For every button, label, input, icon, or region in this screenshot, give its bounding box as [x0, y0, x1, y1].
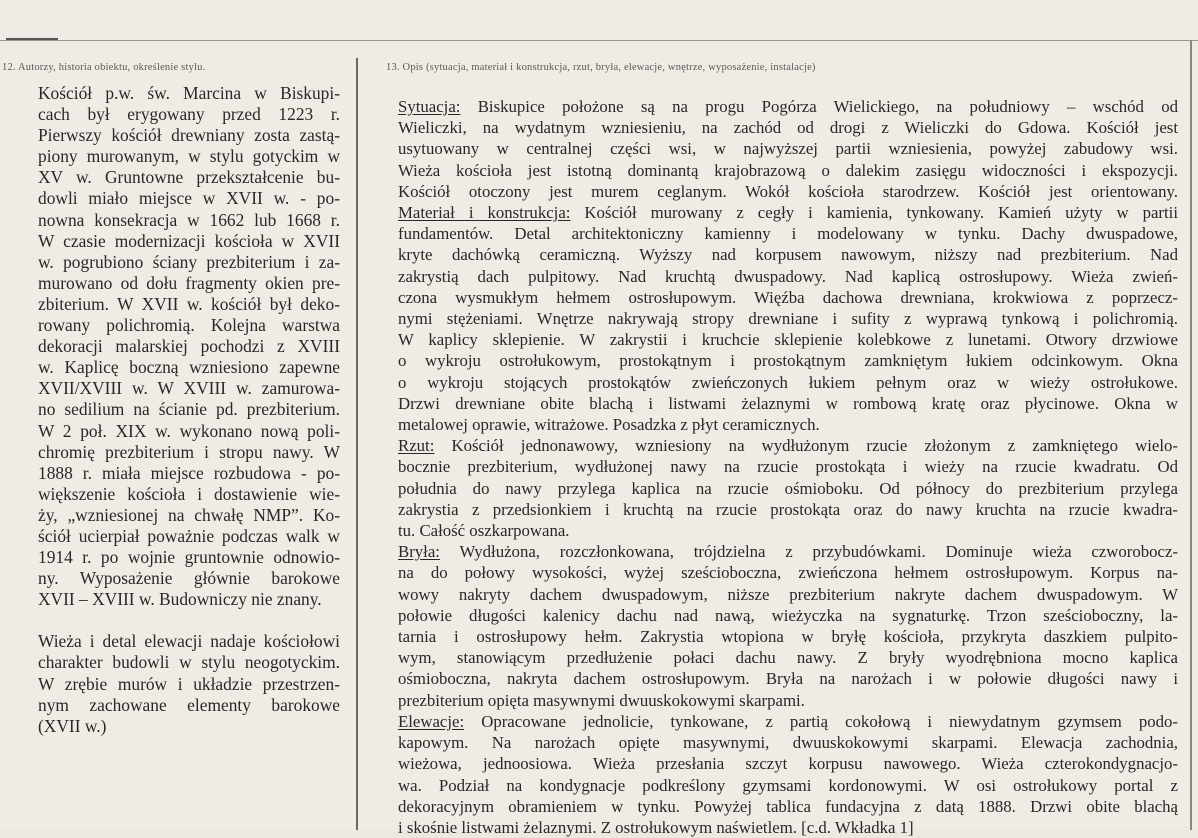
text-line: 1914 r. po wojnie gruntownie odnowio- [38, 547, 340, 568]
line-text: dekoracyjnym obramieniem w tynku. Powyżej tablica fundacyjna z datą 1888. Drzwi obite blachą [398, 796, 1178, 816]
line-text: fundamentów. Detal architektoniczny kamienny i modelowany w tynku. Dachy dwuspadowe, [398, 224, 1178, 244]
field-header-12: 12. Autorzy, historia obiektu, określenie stylu. [2, 62, 206, 73]
text-line: W 2 poł. XIX w. wykonano nową poli- [38, 420, 340, 441]
text-line: Kościół p.w. św. Marcina w Biskupi- [38, 83, 340, 103]
text-line [398, 796, 1178, 817]
section-line [398, 202, 1178, 223]
text-line: rowany polichromią. Kolejna warstwa [38, 315, 340, 336]
text-line [398, 647, 1178, 668]
column-divider [356, 58, 358, 830]
line-text: ośmioboczna, nakryta dachem ostrosłupowym. Bryła na narożach i w połowie długości nawy i [398, 669, 1178, 689]
description-column [398, 96, 1178, 838]
line-text: wowy nakryty dachem dwuspadowym, niższe prezbiterium nakryte dachem dwuspadowym. W [398, 584, 1178, 604]
text-line [398, 456, 1178, 477]
text-line: chromię prezbiterium i stropu nawy. W [38, 441, 340, 462]
text-line: w. pogrubiono ściany prezbiterium i za- [38, 251, 340, 272]
text-line [398, 690, 1178, 711]
line-text: metalowej oprawie, witrażowe. Posadzka z płyt ceramicznych. [398, 415, 820, 435]
line-text: czona wysmukłym hełmem ostrosłupowym. Więźba dachowa drewniana, krokwiowa z poprzecz- [398, 287, 1178, 307]
text-line: piony murowanym, w stylu gotyckim w [38, 146, 340, 167]
text-line [398, 350, 1178, 371]
text-line [398, 753, 1178, 774]
text-line: dekoracji malarskiej pochodzi z XVIII [38, 336, 340, 357]
text-line [398, 308, 1178, 329]
text-line: ściół ucierpiał poważnie podczas walk w [38, 525, 340, 546]
text-line: nym zachowane elementy barokowe [38, 694, 340, 715]
top-rule [0, 40, 1198, 41]
line-text: tu. Całość oszkarpowana. [398, 521, 570, 541]
text-line: większenie kościoła i dostawienie wie- [38, 483, 340, 504]
paragraph-gap [38, 610, 340, 631]
text-line [398, 117, 1178, 138]
line-text: zakrystią dach pulpitowy. Nad kruchtą dwuspadowy. Nad kaplicą ostrosłupowy. Wieża zwień- [398, 266, 1178, 286]
text-line: zbiterium. W XVII w. kościół był deko- [38, 293, 340, 314]
text-line: murowano od dołu fragmenty okien pre- [38, 272, 340, 293]
section-line [398, 96, 1178, 117]
line-text: kryte dachówką ceramiczną. Wyższy nad korpusem nawowym, niższy nad prezbiterium. Nad [398, 245, 1178, 265]
text-line: nowna konsekracja w 1662 lub 1668 r. [38, 209, 340, 230]
text-line: charakter budowli w stylu neogotyckim. [38, 652, 340, 673]
line-text: W kaplicy sklepienie. W zakrystii i kruchcie sklepienie kolebkowe z lunetami. Otwory drzwiowe [398, 330, 1178, 350]
text-line [398, 223, 1178, 244]
section-label: Rzut: [398, 436, 435, 456]
section-line [398, 435, 1178, 456]
text-line: no sedilium na ścianie pd. prezbiterium. [38, 399, 340, 420]
line-text: Kościół otoczony jest murem ceglanym. Wokół kościoła starodrzew. Kościół jest orientowany. [398, 181, 1178, 201]
text-line [398, 626, 1178, 647]
text-line [398, 562, 1178, 583]
line-text: i skośnie listwami żelaznymi. Z ostrołukowym naświetlem. [c.d. Wkładka 1] [398, 817, 914, 837]
text-line: (XVII w.) [38, 715, 107, 736]
text-line: Pierwszy kościół drewniany zosta zastą- [38, 125, 340, 146]
line-text: o wykroju ostrołukowym, prostokątnym i prostokątnym zamkniętym łukiem odcinkowym. Okna [398, 351, 1178, 371]
section-label: Elewacje: [398, 711, 465, 731]
text-line: 1888 r. miała miejsce rozbudowa - po- [38, 462, 340, 483]
line-text: południa do nawy przylega kaplica na rzucie ośmioboku. Od północy do prezbiterium przylega [398, 478, 1178, 498]
text-line [398, 414, 1178, 435]
text-line [398, 584, 1178, 605]
line-text: bocznie prezbiterium, wydłużonej nawy na rzucie prostokąta i wieży na rzucie kwadratu. Od [398, 457, 1178, 477]
text-line [398, 478, 1178, 499]
text-line: W czasie modernizacji kościoła w XVII [38, 230, 340, 251]
text-line: XVII – XVIII w. Budowniczy nie znany. [38, 589, 322, 610]
text-line [398, 329, 1178, 350]
line-text: Wieża kościoła jest istotną dominantą krajobrazową o dalekim zasięgu widoczności i ekspozycji. [398, 160, 1178, 180]
text-line [398, 372, 1178, 393]
text-line [398, 732, 1178, 753]
text-line: w. Kaplicę boczną wzniesiono zapewne [38, 357, 340, 378]
text-line: ny. Wyposażenie głównie barokowe [38, 568, 340, 589]
field-header-13: 13. Opis (sytuacja, materiał i konstrukcja, rzut, bryła, elewacje, wnętrze, wyposażenie, instalacje) [386, 62, 816, 73]
section-label: Bryła: [398, 542, 440, 562]
line-text: usytuowany w centralnej części wsi, w najwyższej partii wzniesienia, powyżej zabudowy wsi. [398, 139, 1178, 159]
text-line [398, 605, 1178, 626]
line-text: Wieliczki, na wydatnym wzniesieniu, na zachód od drogi z Wieliczki do Gdowa. Kościół jest [398, 118, 1178, 138]
right-border [1190, 40, 1192, 830]
line-text: kapowym. Na narożach opięte masywnymi, dwuuskokowymi skarpami. Elewacja zachodnia, [398, 733, 1178, 753]
section-line [398, 711, 1178, 732]
history-column [38, 83, 340, 737]
text-line [398, 266, 1178, 287]
text-line: XVII/XVIII w. W XVIII w. zamurowa- [38, 378, 340, 399]
text-line [398, 775, 1178, 796]
text-line [398, 138, 1178, 159]
text-line: cach był erygowany przed 1223 r. [38, 104, 340, 125]
text-line [398, 244, 1178, 265]
line-text: zakrystia z przedsionkiem i kruchtą na rzucie prostokąta oraz do nawy kruchta na rzucie kwadra- [398, 499, 1178, 519]
line-text: o wykroju stojących prostokątów zwieńczonych łukiem pełnym oraz w wieży ostrołukowe. [398, 372, 1178, 392]
text-line [398, 668, 1178, 689]
text-line [398, 817, 1178, 838]
text-line [398, 287, 1178, 308]
line-text: wieżowa, jednoosiowa. Wieża przesłania szczyt korpusu nawowego. Wieża czterokondygnacjo- [398, 754, 1178, 774]
line-text: Wydłużona, rozczłonkowana, trójdzielna z przybudówkami. Dominuje wieża czworobocz- [439, 542, 1178, 562]
text-line [398, 181, 1178, 202]
text-line [398, 160, 1178, 181]
line-text: nymi stężeniami. Wnętrze nakrywają stropy drewniane i sufity z wyprawą tynkową i polichromią. [398, 309, 1178, 329]
text-line: Wieża i detal elewacji nadaje kościołowi [38, 631, 340, 652]
line-text: Kościół murowany z cegły i kamienia, tynkowany. Kamień użyty w partii [570, 203, 1178, 223]
line-text: tarnia i ostrosłupowy hełm. Zakrystia wtopiona w bryłę kościoła, przykryta daszkiem pulpito- [398, 627, 1178, 647]
line-text: Biskupice położone są na progu Pogórza Wielickiego, na południowy – wschód od [460, 97, 1178, 116]
line-text: połowie długości kalenicy dachu nad nawą, wieżyczka na sygnaturkę. Trzon sześcioboczny, la- [398, 605, 1178, 625]
text-line: W zrębie murów i układzie przestrzen- [38, 673, 340, 694]
text-line: XV w. Gruntowne przekształcenie bu- [38, 167, 340, 188]
line-text: Kościół jednonawowy, wzniesiony na wydłużonym rzucie złożonym z zamkniętego wielo- [434, 436, 1178, 456]
section-label: Materiał i konstrukcja: [398, 203, 571, 223]
line-text: Drzwi drewniane obite blachą i listwami żelaznymi w rombową kratę oraz płycinowe. Okna w [398, 393, 1178, 413]
line-text: na do połowy wysokości, wyżej sześcioboczna, zwieńczona hełmem ostrosłupowym. Korpus na- [398, 563, 1178, 583]
text-line [398, 520, 1178, 541]
text-line: ży, „wzniesionej na chwałę NMP”. Ko- [38, 504, 340, 525]
section-label: Sytuacja: [398, 97, 461, 116]
text-line [398, 393, 1178, 414]
text-line [398, 499, 1178, 520]
line-text: wa. Podział na kondygnacje podkreślony gzymsami kordonowymi. W osi ostrołukowy portal z [398, 775, 1178, 795]
section-line [398, 541, 1178, 562]
text-line: dowli miało miejsce w XVII w. - po- [38, 188, 340, 209]
line-text: prezbiterium opięta masywnymi dwuuskokowymi skarpami. [398, 690, 805, 710]
line-text: Opracowane jednolicie, tynkowane, z partią cokołową i niewydatnym gzymsem podo- [464, 711, 1178, 731]
line-text: wym, stanowiącym przedłużenie połaci dachu nawy. Z bryły wyodrębniona mocno kaplica [398, 648, 1178, 668]
